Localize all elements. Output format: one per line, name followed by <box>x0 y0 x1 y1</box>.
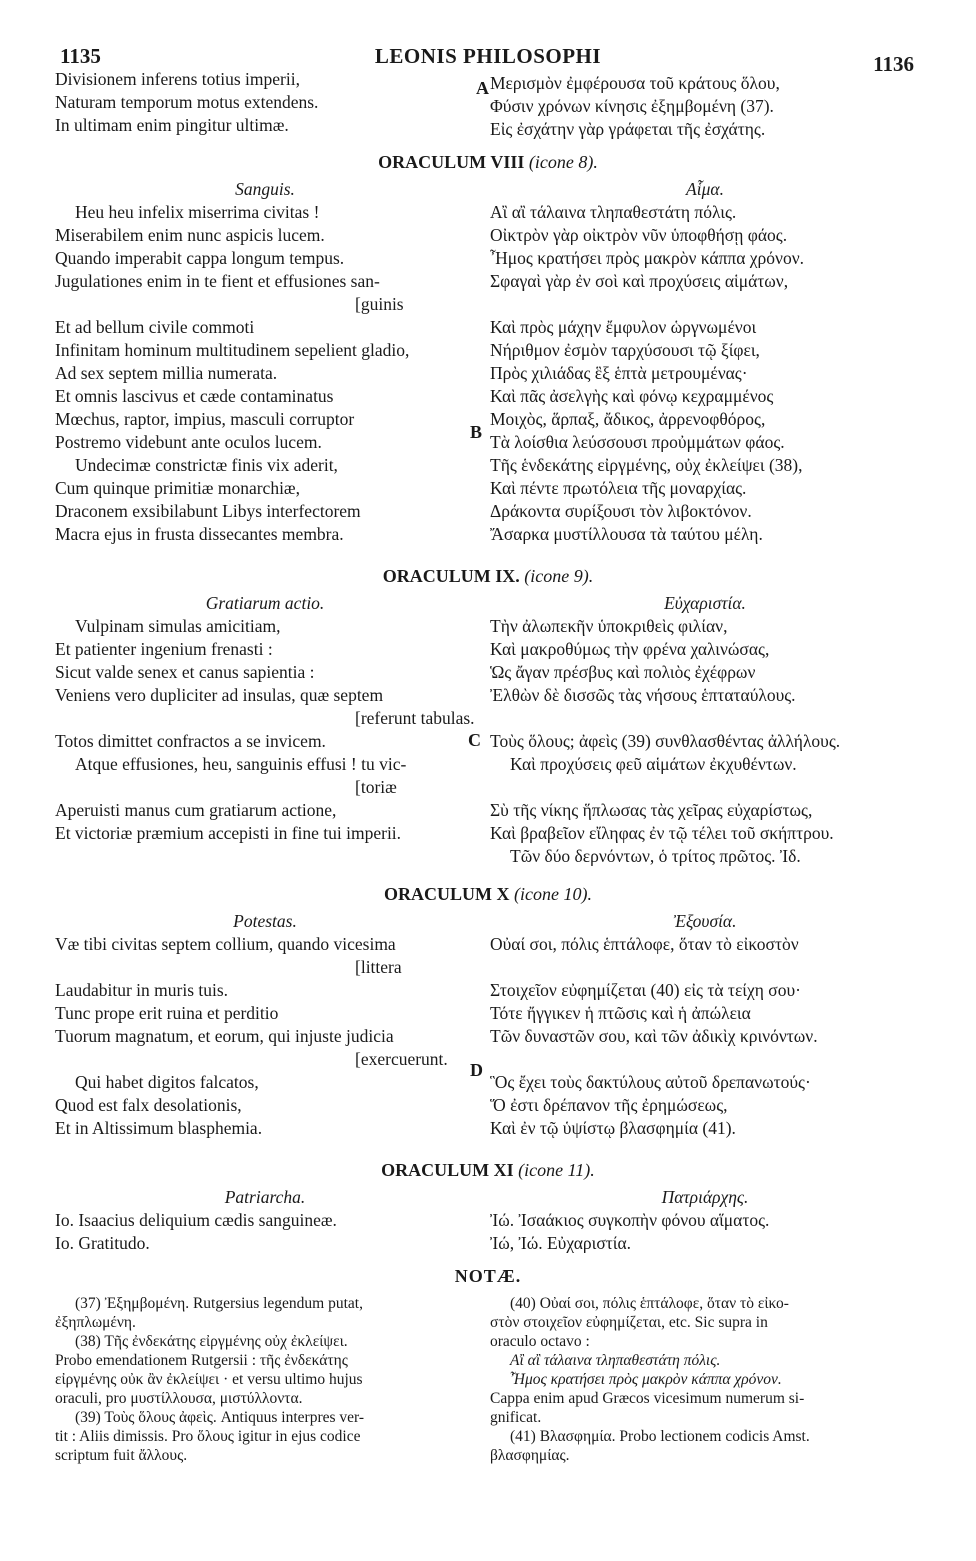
verse-line: Καὶ πέντε πρωτόλεια τῆς μοναρχίας. <box>490 478 747 498</box>
verse-line: Sicut valde senex et canus sapientia : <box>55 662 315 682</box>
top-latin <box>55 68 475 137</box>
verse-line: Postremo videbunt ante oculos lucem. <box>55 432 322 452</box>
latin-subtitle: Patriarcha. <box>224 1187 306 1207</box>
verse-line: Tuorum magnatum, et eorum, qui injuste judicia <box>55 1026 394 1046</box>
verse-line: Στοιχεῖον εὐφημίζεται (40) εἰς τὰ τείχη σου· <box>490 980 801 1000</box>
verse-continuation: [littera <box>355 957 402 977</box>
verse-line: Infinitam hominum multitudinem sepelient gladio, <box>55 340 410 360</box>
verse-continuation: [toriæ <box>355 777 397 797</box>
verse-line: Væ tibi civitas septem collium, quando vicesima <box>55 934 396 954</box>
verse-line: Io. Gratitudo. <box>55 1233 150 1253</box>
verse-line: Et victoriæ præmium accepisti in fine tui imperii. <box>55 823 402 843</box>
verse-line: Ὃς ἔχει τοὺς δακτύλους αὐτοῦ δρεπανωτούς· <box>490 1072 811 1092</box>
note-line: scriptum fuit ἄλλους. <box>55 1447 188 1464</box>
notes-right <box>490 1294 920 1465</box>
verse-line: Et patienter ingenium frenasti : <box>55 639 273 659</box>
verse-line: Cum quinque primitiæ monarchiæ, <box>55 478 300 498</box>
verse-line: Καὶ βραβεῖον εἴληφας ἐν τῷ τέλει τοῦ σκήπτρου. <box>490 823 834 843</box>
verse-line: Δράκοντα συρίξουσι τὸν λιβοκτόνον. <box>490 501 752 521</box>
note-line: Αἲ αἲ τάλαινα τληπαθεστάτη πόλις. <box>510 1352 721 1369</box>
verse-line: Atque effusiones, heu, sanguinis effusi ! tu vic- <box>75 754 407 774</box>
note-line: Ἦμος κρατήσει πρὸς μακρὸν κάππα χρόνον. <box>510 1371 782 1388</box>
note-line: στὸν στοιχεῖον εὐφημίζεται, etc. Sic supra in <box>490 1314 768 1331</box>
note-line: oraculo octavo : <box>490 1333 590 1350</box>
verse-line: Jugulationes enim in te fient et effusiones san- <box>55 271 380 291</box>
verse-line: Qui habet digitos falcatos, <box>75 1072 259 1092</box>
oracle-11-latin <box>55 1186 475 1255</box>
verse-line: Ἰώ. Ἰσαάκιος συγκοπὴν φόνου αἵματος. <box>490 1210 770 1230</box>
verse-line: Τῶν δύο δερνόντων, ὁ τρίτος πρῶτος. Ἰδ. <box>510 846 801 866</box>
verse-spacer <box>490 956 920 979</box>
verse-continuation: [referunt tabulas. <box>355 708 475 728</box>
verse-line: Undecimæ constrictæ finis vix aderit, <box>75 455 338 475</box>
notes-left <box>55 1294 475 1465</box>
verse-line: Τῆς ἑνδεκάτης εἰργμένης, οὐχ ἐκλείψει (38), <box>490 455 803 475</box>
verse-line: Io. Isaacius deliquium cædis sanguineæ. <box>55 1210 337 1230</box>
verse-line: Ἐλθὼν δὲ δισσῶς τὰς νήσους ἑπταταύλους. <box>490 685 796 705</box>
verse-line: Heu heu infelix miserrima civitas ! <box>75 202 320 222</box>
note-line: oraculi, pro μυστίλλουσα, μιστύλλοντα. <box>55 1390 303 1407</box>
verse-line: Εἰς ἐσχάτην γὰρ γράφεται τῆς ἐσχάτης. <box>490 119 766 139</box>
verse-line: Draconem exsibilabunt Libys interfectorem <box>55 501 361 521</box>
verse-line: Macra ejus in frusta dissecantes membra. <box>55 524 344 544</box>
margin-letter-d: D <box>470 1060 483 1080</box>
verse-line: Ἄσαρκα μυστίλλουσα τὰ ταύτου μέλη. <box>490 524 763 544</box>
verse-line: Ἦμος κρατήσει πρὸς μακρὸν κάππα χρόνον. <box>490 248 804 268</box>
note-line: ἐξηπλωμένη. <box>55 1314 136 1331</box>
verse-line: Aperuisti manus cum gratiarum actione, <box>55 800 337 820</box>
note-line: (38) Τῆς ἐνδεκάτης εἰργμένης οὐχ ἐκλείψει. <box>75 1333 348 1350</box>
greek-subtitle: Πατριάρχης. <box>661 1187 749 1207</box>
verse-line: Καὶ προχύσεις φεῦ αἱμάτων ἐκχυθέντων. <box>510 754 797 774</box>
verse-line: Τότε ἤγγικεν ἡ πτῶσις καὶ ἡ ἀπώλεια <box>490 1003 751 1023</box>
verse-line: Miserabilem enim nunc aspicis lucem. <box>55 225 325 245</box>
margin-letter-a: A <box>476 78 489 98</box>
verse-line: Οὐαί σοι, πόλις ἑπτάλοφε, ὅταν τὸ εἰκοστὸν <box>490 934 799 954</box>
verse-line: Quod est falx desolationis, <box>55 1095 242 1115</box>
verse-line: Καὶ πᾶς ἀσελγὴς καὶ φόνῳ κεχραμμένος <box>490 386 774 406</box>
oracle-8-latin <box>55 178 475 546</box>
oracle-11-heading: ORACULUM XI (icone 11). <box>381 1160 595 1180</box>
verse-line: Τῶν δυναστῶν σου, καὶ τῶν ἀδικὶχ κρινόντων. <box>490 1026 818 1046</box>
note-line: Cappa enim apud Græcos vicesimum numerum si- <box>490 1390 805 1407</box>
page-number-left: 1135 <box>60 44 101 68</box>
verse-line: Ἰώ, Ἰώ. Εὐχαριστία. <box>490 1233 632 1253</box>
verse-line: Σὺ τῆς νίκης ἥπλωσας τὰς χεῖρας εὐχαρίστως, <box>490 800 813 820</box>
oracle-8-greek <box>490 178 920 546</box>
oracle-11-greek <box>490 1186 920 1255</box>
verse-line: Veniens vero dupliciter ad insulas, quæ septem <box>55 685 384 705</box>
verse-spacer <box>490 293 920 316</box>
page-number-right: 1136 <box>873 52 914 76</box>
verse-line: Et omnis lascivus et cæde contaminatus <box>55 386 334 406</box>
verse-line: Σφαγαὶ γὰρ ἐν σοὶ καὶ προχύσεις αἱμάτων, <box>490 271 789 291</box>
verse-line: Ad sex septem millia numerata. <box>55 363 278 383</box>
verse-line: Naturam temporum motus extendens. <box>55 92 319 112</box>
running-title: LEONIS PHILOSOPHI <box>374 44 602 68</box>
verse-line: Laudabitur in muris tuis. <box>55 980 229 1000</box>
note-line: Probo emendationem Rutgersii : τῆς ἐνδεκάτης <box>55 1352 348 1369</box>
verse-spacer <box>490 776 920 799</box>
oracle-8-heading: ORACULUM VIII (icone 8). <box>378 152 598 172</box>
latin-subtitle: Sanguis. <box>235 179 295 199</box>
verse-line: Ὡς ἄγαν πρέσβυς καὶ πολιὸς ἐχέφρων <box>490 662 756 682</box>
verse-spacer <box>490 707 920 730</box>
note-line: εἰργμένης οὐκ ἂν ἐκλείψει · et versu ultimo hujus <box>55 1371 363 1388</box>
note-line: (41) Βλασφημία. Probo lectionem codicis Amst. <box>510 1428 810 1445</box>
greek-subtitle: Ἐξουσία. <box>673 911 737 931</box>
verse-line: Et ad bellum civile commoti <box>55 317 255 337</box>
verse-line: Totos dimittet confractos a se invicem. <box>55 731 326 751</box>
verse-line: Vulpinam simulas amicitiam, <box>75 616 281 636</box>
verse-line: Πρὸς χιλιάδας ἓξ ἑπτὰ μετρουμένας· <box>490 363 748 383</box>
verse-line: Tunc prope erit ruina et perditio <box>55 1003 279 1023</box>
note-line: (39) Τοὺς ὅλους ἀφεὶς. Antiquus interpres ver- <box>75 1409 365 1426</box>
top-greek <box>490 72 920 141</box>
verse-line: Καὶ πρὸς μάχην ἔμφυλον ὡργνωμένοι <box>490 317 757 337</box>
verse-line: Μερισμὸν ἐμφέρουσα τοῦ κράτους ὅλου, <box>490 73 780 93</box>
greek-subtitle: Εὐχαριστία. <box>664 593 746 613</box>
verse-line: Divisionem inferens totius imperii, <box>55 69 300 89</box>
latin-subtitle: Gratiarum actio. <box>205 593 325 613</box>
notes-heading: NOTÆ. <box>454 1266 522 1286</box>
note-line: tit : Aliis dimissis. Pro ὅλους igitur in ejus codice <box>55 1428 361 1445</box>
oracle-9-greek <box>490 592 920 868</box>
verse-line: Et in Altissimum blasphemia. <box>55 1118 263 1138</box>
verse-line: Καὶ ἐν τῷ ὑψίστῳ βλασφημία (41). <box>490 1118 736 1138</box>
verse-continuation: [exercuerunt. <box>355 1049 448 1069</box>
note-line: (37) Ἐξημβομένη. Rutgersius legendum putat, <box>75 1295 363 1312</box>
verse-line: Οἰκτρὸν γὰρ οἰκτρὸν νῦν ὑποφθήσῃ φάος. <box>490 225 788 245</box>
verse-line: Mœchus, raptor, impius, masculi corruptor <box>55 409 355 429</box>
verse-line: Καὶ μακροθύμως τὴν φρένα χαλινώσας, <box>490 639 770 659</box>
verse-line: Φύσιν χρόνων κίνησις ἐξημβομένη (37). <box>490 96 774 116</box>
verse-spacer <box>490 1048 920 1071</box>
latin-subtitle: Potestas. <box>233 911 297 931</box>
verse-line: Αἲ αἲ τάλαινα τληπαθεστάτη πόλις. <box>490 202 737 222</box>
verse-line: Μοιχὸς, ἅρπαξ, ἄδικος, ἀρρενοφθόρος, <box>490 409 766 429</box>
margin-letter-c: C <box>468 730 481 750</box>
verse-line: Νήριθμον ἐσμὸν ταρχύσουσι τῷ ξίφει, <box>490 340 760 360</box>
verse-line: Τοὺς ὅλους; ἀφεὶς (39) συνθλασθέντας ἀλλήλους. <box>490 731 841 751</box>
margin-letter-b: B <box>470 422 483 442</box>
verse-line: Τὰ λοίσθια λεύσσουσι προὐμμάτων φάος. <box>490 432 785 452</box>
greek-subtitle: Αἷμα. <box>686 179 724 199</box>
verse-line: Quando imperabit cappa longum tempus. <box>55 248 345 268</box>
oracle-10-latin <box>55 910 475 1140</box>
oracle-10-greek <box>490 910 920 1140</box>
note-line: gnificat. <box>490 1409 542 1426</box>
verse-line: In ultimam enim pingitur ultimæ. <box>55 115 289 135</box>
note-line: βλασφημίας. <box>490 1447 570 1464</box>
verse-line: Τὴν ἀλωπεκῆν ὑποκριθεὶς φιλίαν, <box>490 616 728 636</box>
oracle-10-heading: ORACULUM X (icone 10). <box>384 884 592 904</box>
oracle-9-latin <box>55 592 475 845</box>
verse-line: Ὅ ἐστι δρέπανον τῆς ἐρημώσεως, <box>490 1095 728 1115</box>
oracle-9-heading: ORACULUM IX. (icone 9). <box>382 566 594 586</box>
note-line: (40) Οὐαί σοι, πόλις ἑπτάλοφε, ὅταν τὸ εἰκο- <box>510 1295 789 1312</box>
verse-continuation: [guinis <box>355 294 404 314</box>
